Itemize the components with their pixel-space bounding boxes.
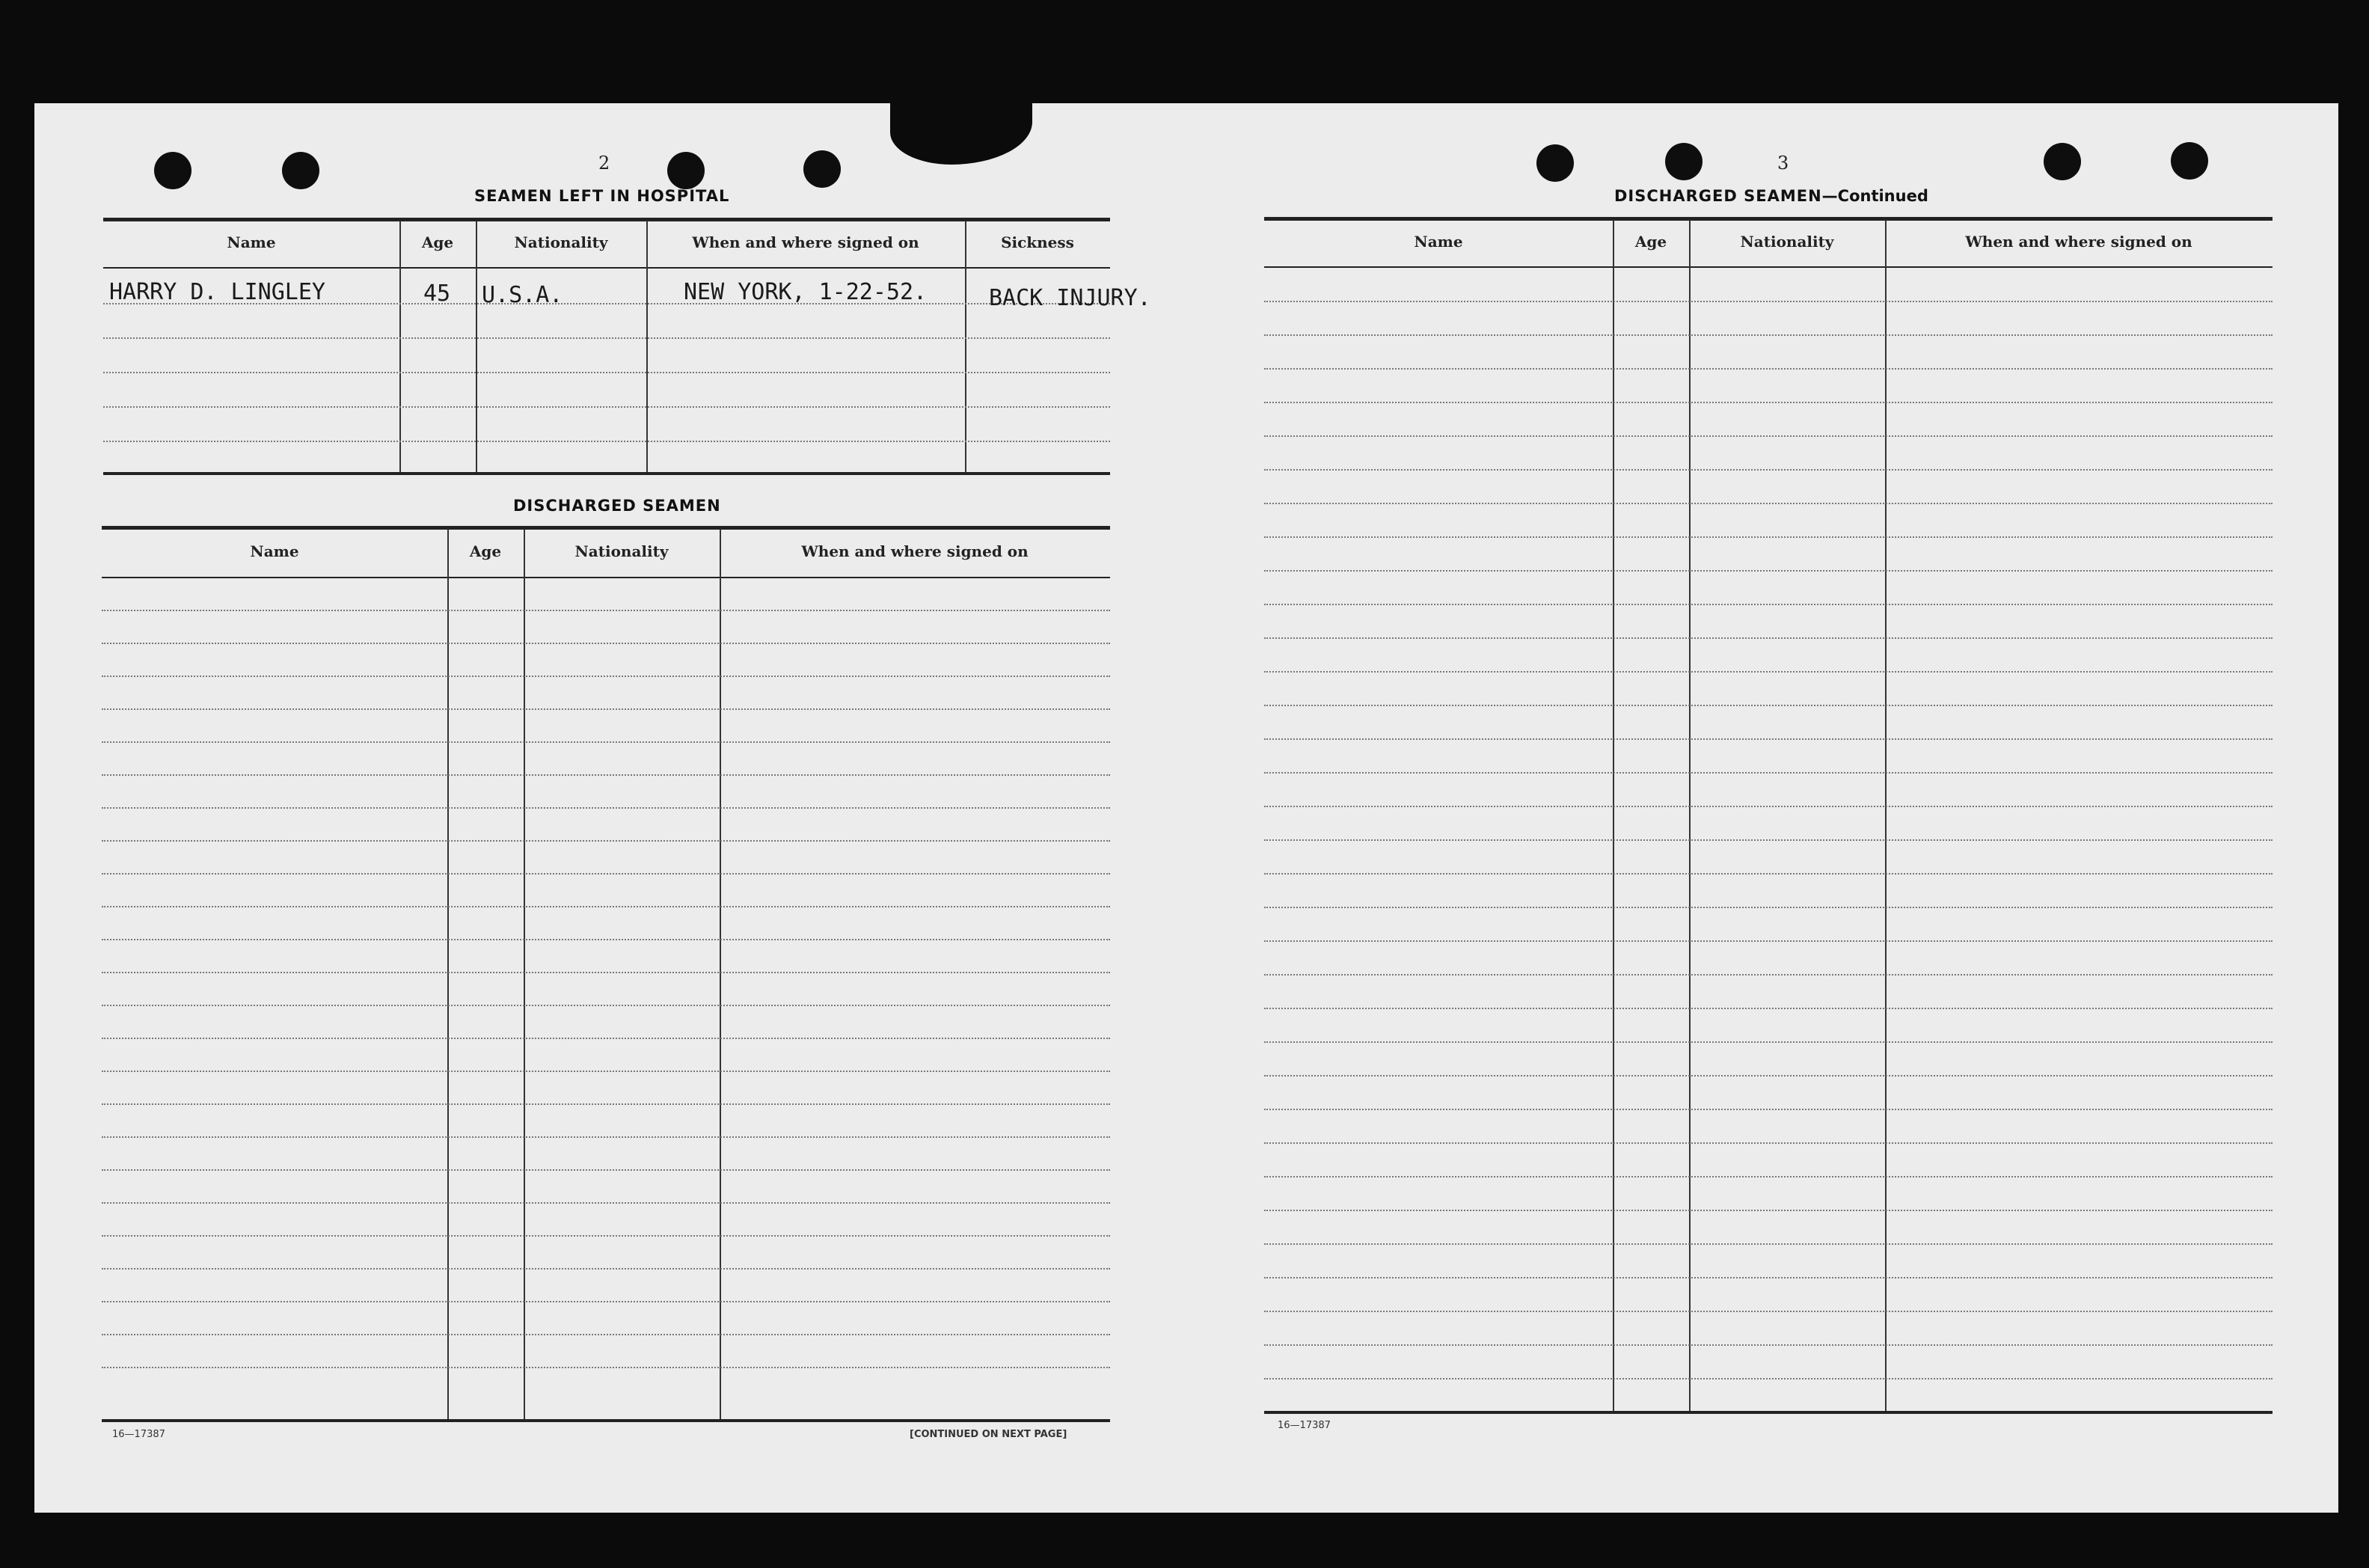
ruled-row-line: [102, 873, 1110, 875]
form-number-right: 16—17387: [1278, 1420, 1331, 1431]
ruled-row-line: [102, 1103, 1110, 1105]
column-header-nationality: Nationality: [574, 542, 669, 560]
ruled-row-line: [102, 643, 1110, 644]
ruled-row-line: [1264, 435, 2273, 437]
ruled-row-line: [1264, 368, 2273, 370]
ruled-row-line: [1264, 1311, 2273, 1312]
ruled-row-line: [1264, 738, 2273, 740]
punch-hole: [2171, 142, 2208, 180]
column-header-age: Age: [421, 233, 454, 251]
punch-hole: [2044, 143, 2081, 180]
ruled-row-line: [102, 1169, 1110, 1171]
ruled-row-line: [102, 1005, 1110, 1006]
punch-hole: [1665, 143, 1703, 180]
ruled-row-line: [102, 1367, 1110, 1368]
ruled-row-line: [102, 1202, 1110, 1204]
ruled-row-line: [1264, 1176, 2273, 1177]
ruled-row-line: [102, 939, 1110, 940]
discharged-table-left: [102, 526, 1110, 1424]
discharged-section-title: DISCHARGED SEAMEN: [513, 497, 721, 515]
ruled-row-line: [1264, 402, 2273, 403]
ruled-row-line: [102, 708, 1110, 710]
continued-note: [CONTINUED ON NEXT PAGE]: [910, 1429, 1067, 1440]
discharged-title-text: DISCHARGED SEAMEN: [1614, 187, 1822, 205]
ruled-row-line: [1264, 1243, 2273, 1245]
ruled-row-line: [102, 1235, 1110, 1237]
punch-hole: [667, 152, 705, 189]
ruled-row-line: [102, 807, 1110, 809]
ruled-row-line: [1264, 503, 2273, 504]
ruled-row-line: [1264, 839, 2273, 841]
ruled-row-line: [1264, 1344, 2273, 1346]
column-header-signed-on: When and where signed on: [692, 233, 919, 251]
continued-suffix: —Continued: [1821, 187, 1928, 205]
ruled-row-line: [1264, 301, 2273, 302]
ruled-row-line: [102, 972, 1110, 973]
ruled-row-line: [102, 610, 1110, 611]
ruled-row-line: [102, 741, 1110, 743]
discharged-continued-title: [1614, 187, 1928, 205]
ruled-row-line: [1264, 671, 2273, 673]
ruled-row-line: [1264, 772, 2273, 774]
ruled-row-line: [102, 1136, 1110, 1138]
column-header-age: Age: [469, 542, 502, 560]
ruled-row-line: [1264, 637, 2273, 639]
ruled-row-line: [102, 1301, 1110, 1302]
column-header-signed-on: When and where signed on: [1965, 233, 2192, 251]
ruled-row-line: [102, 1268, 1110, 1270]
ruled-row-line: [1264, 873, 2273, 875]
punch-hole: [154, 152, 191, 189]
hospital-entry-sickness: BACK INJURY.: [989, 285, 1151, 311]
hospital-entry-signed-on: NEW YORK, 1-22-52.: [684, 279, 928, 305]
ruled-row-line: [1264, 469, 2273, 471]
column-header-signed-on: When and where signed on: [801, 542, 1029, 560]
ruled-row-line: [1264, 1041, 2273, 1043]
hospital-section-title: SEAMEN LEFT IN HOSPITAL: [474, 187, 730, 205]
ruled-row-line: [1264, 334, 2273, 336]
column-header-sickness: Sickness: [1001, 233, 1074, 251]
ruled-row-line: [1264, 705, 2273, 706]
column-header-name: Name: [1414, 233, 1463, 251]
ruled-row-line: [1264, 907, 2273, 908]
ruled-row-line: [1264, 1109, 2273, 1110]
ruled-row-line: [1264, 1142, 2273, 1144]
column-header-nationality: Nationality: [1740, 233, 1834, 251]
hospital-entry-age: 45: [423, 281, 451, 307]
ruled-row-line: [102, 840, 1110, 842]
column-header-age: Age: [1634, 233, 1667, 251]
ruled-row-line: [102, 906, 1110, 907]
ruled-row-line: [1264, 1277, 2273, 1278]
ruled-row-line: [102, 676, 1110, 677]
column-header-name: Name: [250, 542, 299, 560]
punch-hole: [803, 150, 841, 188]
ruled-row-line: [102, 774, 1110, 776]
ruled-row-line: [1264, 940, 2273, 942]
ruled-row-line: [1264, 1378, 2273, 1379]
ruled-row-line: [1264, 974, 2273, 976]
punch-hole: [282, 152, 319, 189]
column-header-name: Name: [227, 233, 276, 251]
ruled-row-line: [1264, 1075, 2273, 1077]
hospital-entry-nationality: U.S.A.: [482, 282, 563, 308]
page-number-right: 3: [1777, 153, 1789, 174]
ruled-row-line: [102, 1334, 1110, 1335]
ruled-row-line: [1264, 570, 2273, 572]
hospital-entry-name: HARRY D. LINGLEY: [109, 279, 325, 305]
page-number-left: 2: [598, 153, 610, 174]
ruled-row-line: [1264, 1008, 2273, 1009]
discharged-table-right: [1264, 217, 2273, 1417]
ruled-row-line: [1264, 536, 2273, 538]
ruled-row-line: [102, 1038, 1110, 1039]
form-number-left: 16—17387: [112, 1429, 165, 1440]
hospital-table: [103, 218, 1151, 478]
ruled-row-line: [1264, 806, 2273, 807]
ruled-row-line: [1264, 604, 2273, 605]
ruled-row-line: [102, 1071, 1110, 1072]
column-header-nationality: Nationality: [514, 233, 608, 251]
punch-hole: [1536, 144, 1574, 182]
ruled-row-line: [1264, 1210, 2273, 1211]
